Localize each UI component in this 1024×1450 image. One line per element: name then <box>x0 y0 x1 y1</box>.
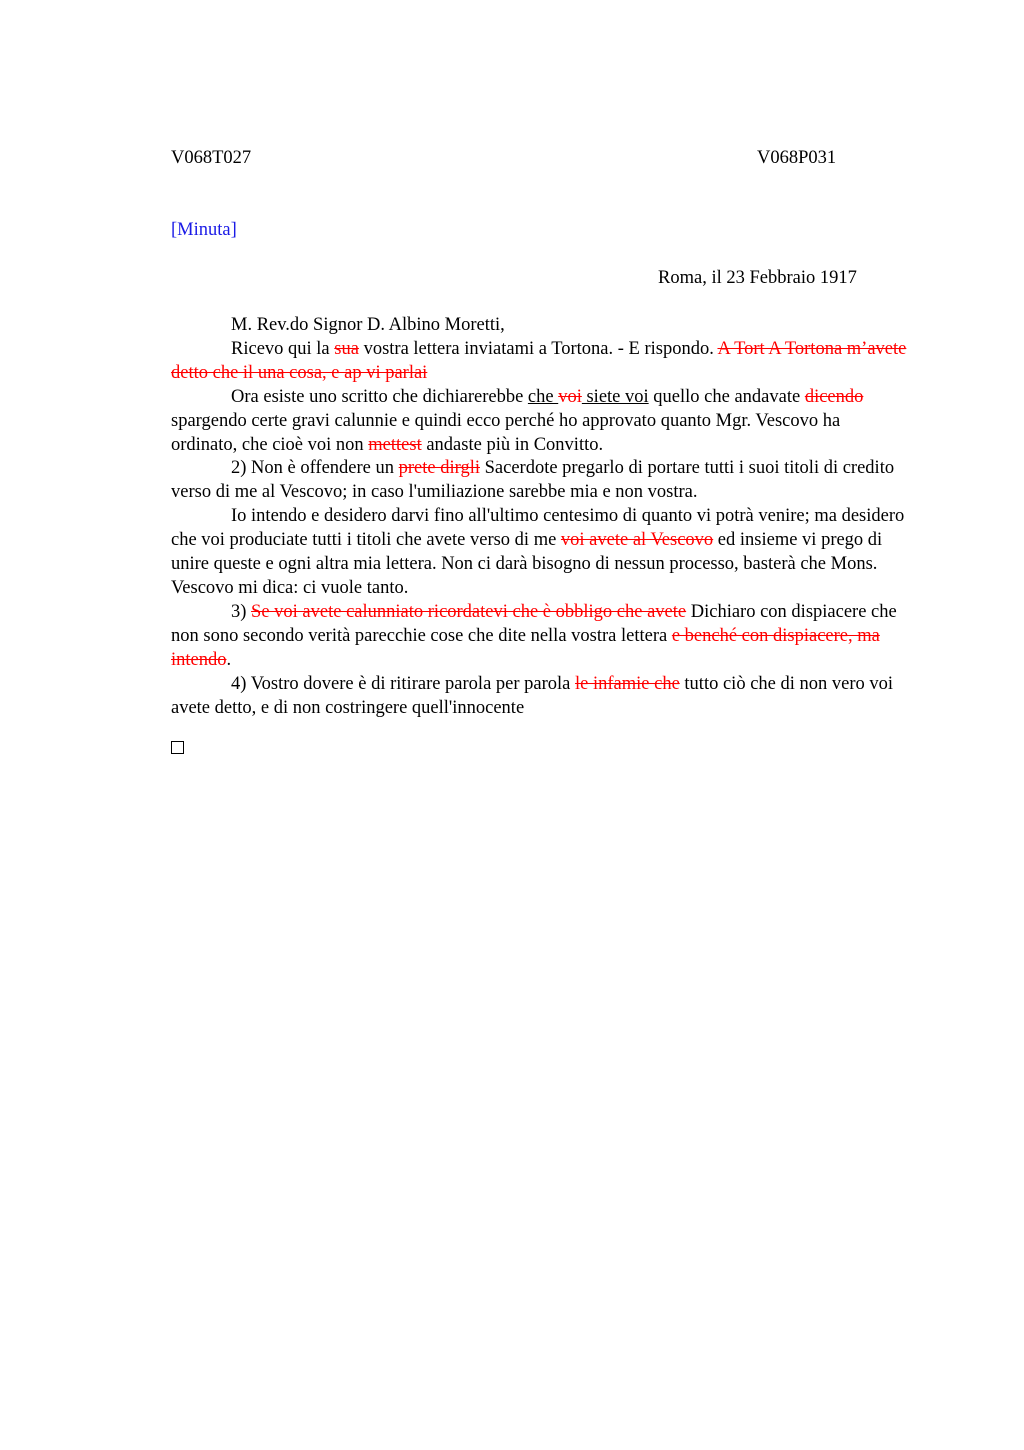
text-segment: 3) <box>231 601 252 622</box>
document-id-right: V068P031 <box>757 148 837 168</box>
deleted-text: mettest <box>368 434 422 455</box>
text-segment: . <box>226 649 232 670</box>
text-segment: Dichiaro con dispiacere che non sono secondo verità parecchie cose che dite nella vostra lettera <box>171 601 897 646</box>
text-segment: andaste più in Convitto. <box>421 434 604 455</box>
deleted-text: voi avete al Vescovo <box>560 530 714 551</box>
inserted-text: siete voi <box>581 386 649 407</box>
paragraph-1 <box>171 338 911 386</box>
paragraph-3 <box>171 457 911 505</box>
paragraph-4 <box>171 505 911 601</box>
text-segment: Io intendo e desidero darvi fino all'ultimo centesimo di quanto vi potrà venire; ma desidero che voi produciate tutti i titoli che avete verso di me <box>171 506 905 551</box>
place-date: Roma, il 23 Febbraio 1917 <box>658 268 857 288</box>
deleted-text: voi <box>558 386 582 407</box>
deleted-text: le infamie che <box>575 673 680 694</box>
text-segment: vostra lettera inviatami a Tortona. - E rispondo. <box>358 338 718 359</box>
letter-body <box>171 314 911 720</box>
deleted-text: dicendo <box>804 386 864 407</box>
text-segment: Sacerdote pregarlo di portare tutti i suoi titoli di credito verso di me al Vescovo; in caso l'umiliazione sarebbe mia e non vostra. <box>171 458 895 503</box>
deleted-text: A Tort A Tortona m’avete detto che il una cosa, e ap vi parlai <box>171 338 907 383</box>
paragraph-2 <box>171 386 911 458</box>
deleted-text: sua <box>334 338 359 359</box>
empty-square-icon <box>171 741 184 754</box>
text-segment: 4) Vostro dovere è di ritirare parola per parola <box>231 673 576 694</box>
deleted-text: e benché con dispiacere, ma intendo <box>171 625 880 670</box>
text-segment: 2) Non è offendere un <box>231 458 399 479</box>
inserted-text: che <box>527 386 559 407</box>
document-id-left: V068T027 <box>171 148 252 168</box>
text-segment: Ricevo qui la <box>231 338 335 359</box>
salutation: M. Rev.do Signor D. Albino Moretti, <box>231 315 505 335</box>
text-segment: spargendo certe gravi calunnie e quindi ecco perché ho approvato quanto Mgr. Vescovo ha ordinato, che cioè voi non <box>171 410 841 455</box>
text-segment: ed insieme vi prego di unire queste e ogni altra mia lettera. Non ci darà bisogno di nessun processo, basterà che Mons. Vescovo mi dica: ci vuole tanto. <box>171 530 883 598</box>
text-segment: quello che andavate <box>648 386 805 407</box>
deleted-text: prete dirgli <box>398 458 480 479</box>
deleted-text: Se voi avete calunniato ricordatevi che è obbligo che avete <box>251 601 687 622</box>
paragraph-5 <box>171 601 911 673</box>
text-segment: tutto ciò che di non vero voi avete detto, e di non costringere quell'innocente <box>171 673 894 718</box>
minuta-label: [Minuta] <box>171 220 237 240</box>
text-segment: Ora esiste uno scritto che dichiarerebbe <box>231 386 528 407</box>
paragraph-6 <box>171 673 911 721</box>
